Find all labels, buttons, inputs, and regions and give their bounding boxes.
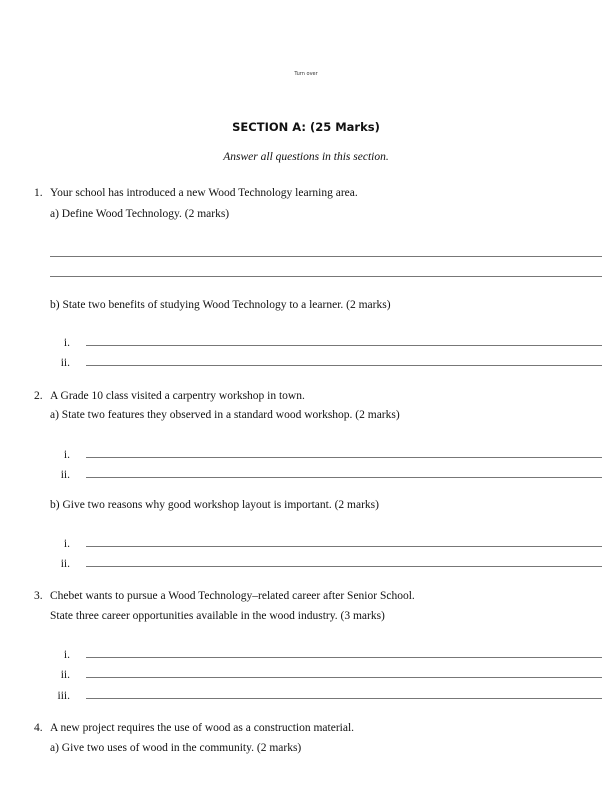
- question-number: 4.: [34, 722, 43, 734]
- numeral: i.: [63, 449, 70, 461]
- answer-line[interactable]: [50, 256, 602, 257]
- question-number: 1.: [34, 187, 43, 199]
- turn-over-note: Turn over: [294, 71, 318, 77]
- section-instruction: Answer all questions in this section.: [223, 151, 389, 163]
- answer-line[interactable]: [86, 457, 602, 458]
- question-part-a: a) State two features they observed in a standard wood workshop. (2 marks): [50, 409, 400, 421]
- answer-line[interactable]: [86, 345, 602, 346]
- answer-line[interactable]: [86, 677, 602, 678]
- numeral: i.: [63, 649, 70, 661]
- numeral: iii.: [57, 690, 70, 702]
- question-part-a: a) Define Wood Technology. (2 marks): [50, 208, 230, 220]
- question-part-b: b) State two benefits of studying Wood Technology to a learner. (2 marks): [50, 299, 391, 311]
- question-stem: Your school has introduced a new Wood Technology learning area.: [50, 187, 358, 199]
- question-number: 2.: [34, 390, 43, 402]
- section-title: SECTION A: (25 Marks): [232, 120, 380, 134]
- answer-line[interactable]: [86, 365, 602, 366]
- answer-line[interactable]: [86, 698, 602, 699]
- numeral: i.: [63, 538, 70, 550]
- question-number: 3.: [34, 590, 43, 602]
- answer-line[interactable]: [50, 276, 602, 277]
- question-stem: Chebet wants to pursue a Wood Technology–related career after Senior School.: [50, 590, 415, 602]
- question-stem: A new project requires the use of wood as a construction material.: [50, 722, 355, 734]
- numeral: ii.: [60, 669, 70, 681]
- numeral: i.: [63, 337, 70, 349]
- numeral: ii.: [60, 469, 70, 481]
- answer-line[interactable]: [86, 546, 602, 547]
- answer-line[interactable]: [86, 657, 602, 658]
- numeral: ii.: [60, 558, 70, 570]
- numeral: ii.: [60, 357, 70, 369]
- question-part-a: State three career opportunities available in the wood industry. (3 marks): [50, 610, 385, 622]
- question-stem: A Grade 10 class visited a carpentry workshop in town.: [50, 390, 305, 402]
- answer-line[interactable]: [86, 566, 602, 567]
- question-part-b: b) Give two reasons why good workshop layout is important. (2 marks): [50, 499, 379, 511]
- answer-line[interactable]: [86, 477, 602, 478]
- question-part-a: a) Give two uses of wood in the community. (2 marks): [50, 742, 302, 754]
